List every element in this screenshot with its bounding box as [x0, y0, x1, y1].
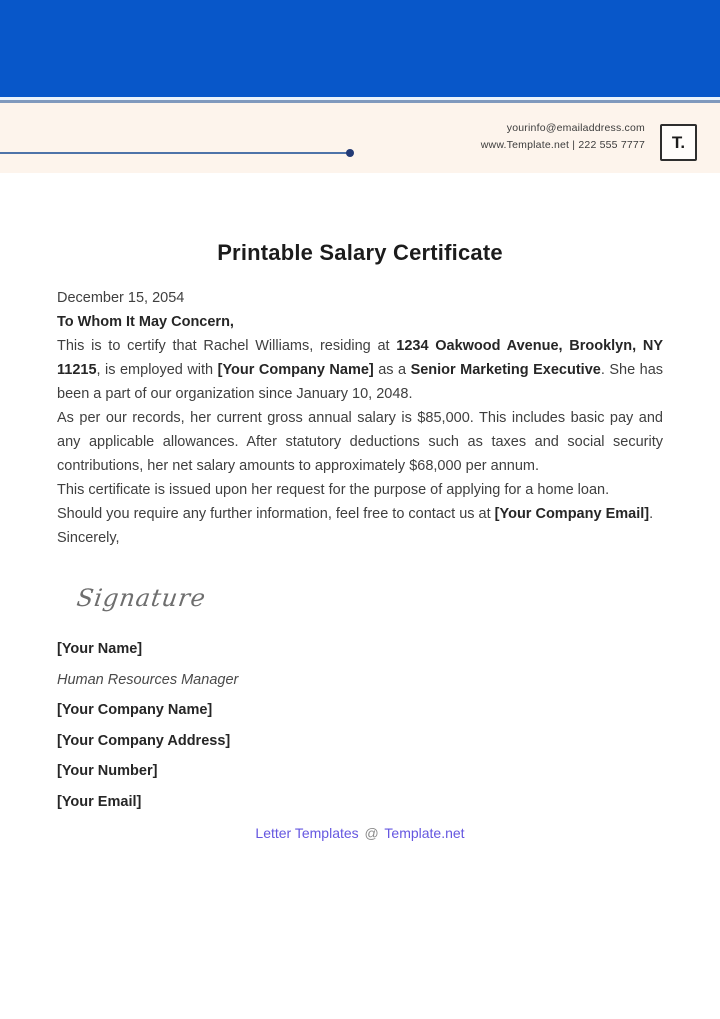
letter-paragraph: As per our records, her current gross annual salary is $85,000. This includes basic pay and any applicable allowances. After statutory deductions such as taxes and social security contributions, her net salary amounts to approximately $68,000 per annum.	[57, 410, 663, 474]
footer-link-prefix: Letter Templates	[255, 825, 359, 841]
signature-script: Signature	[75, 584, 208, 612]
letterhead-contact-block	[481, 120, 645, 154]
letter-paragraph: This is to certify that Rachel Williams, residing at 1234 Oakwood Avenue, Brooklyn, NY 11215, is employed with [Your Company Name] as a Senior Marketing Executive. She has been a part of our organization since January 10, 2048.	[57, 338, 664, 402]
signer-line: [Your Name]	[57, 641, 143, 657]
footer-at-symbol: @	[364, 825, 379, 841]
signer-line: [Your Company Address]	[57, 732, 231, 749]
signer-line: [Your Number]	[57, 763, 158, 779]
accent-rule-dot	[346, 149, 354, 157]
contact-separator: |	[572, 139, 576, 151]
template-logo	[660, 124, 697, 161]
letter-paragraph: This certificate is issued upon her request for the purpose of applying for a home loan.	[57, 482, 610, 498]
contact-website: www.Template.net	[480, 139, 570, 151]
letter-paragraph: Should you require any further information, feel free to contact us at [Your Company Email].	[57, 506, 654, 522]
signer-line: [Your Email]	[57, 793, 142, 810]
footer-credit	[57, 825, 663, 841]
letterhead-accent-rule	[0, 149, 354, 157]
contact-email: yourinfo@emailaddress.com	[506, 122, 645, 134]
contact-phone: 222 555 7777	[578, 139, 645, 151]
signer-line: [Your Company Name]	[57, 702, 213, 718]
page-title: Printable Salary Certificate	[217, 240, 503, 265]
letterhead-banner	[0, 0, 720, 97]
letter-salutation: To Whom It May Concern,	[57, 314, 234, 330]
template-net-link[interactable]	[255, 825, 464, 841]
letter-content	[0, 240, 720, 841]
contact-web-phone	[481, 137, 645, 154]
footer-link-suffix: Template.net	[384, 825, 465, 841]
letter-paragraph: Sincerely,	[57, 530, 120, 546]
accent-rule-line	[0, 152, 348, 154]
letter-paragraphs	[57, 334, 663, 550]
signer-line: Human Resources Manager	[57, 671, 239, 688]
template-logo-text: T.	[671, 132, 686, 152]
letterhead	[0, 103, 720, 173]
letter-date: December 15, 2054	[57, 290, 185, 306]
signer-block	[57, 642, 663, 809]
